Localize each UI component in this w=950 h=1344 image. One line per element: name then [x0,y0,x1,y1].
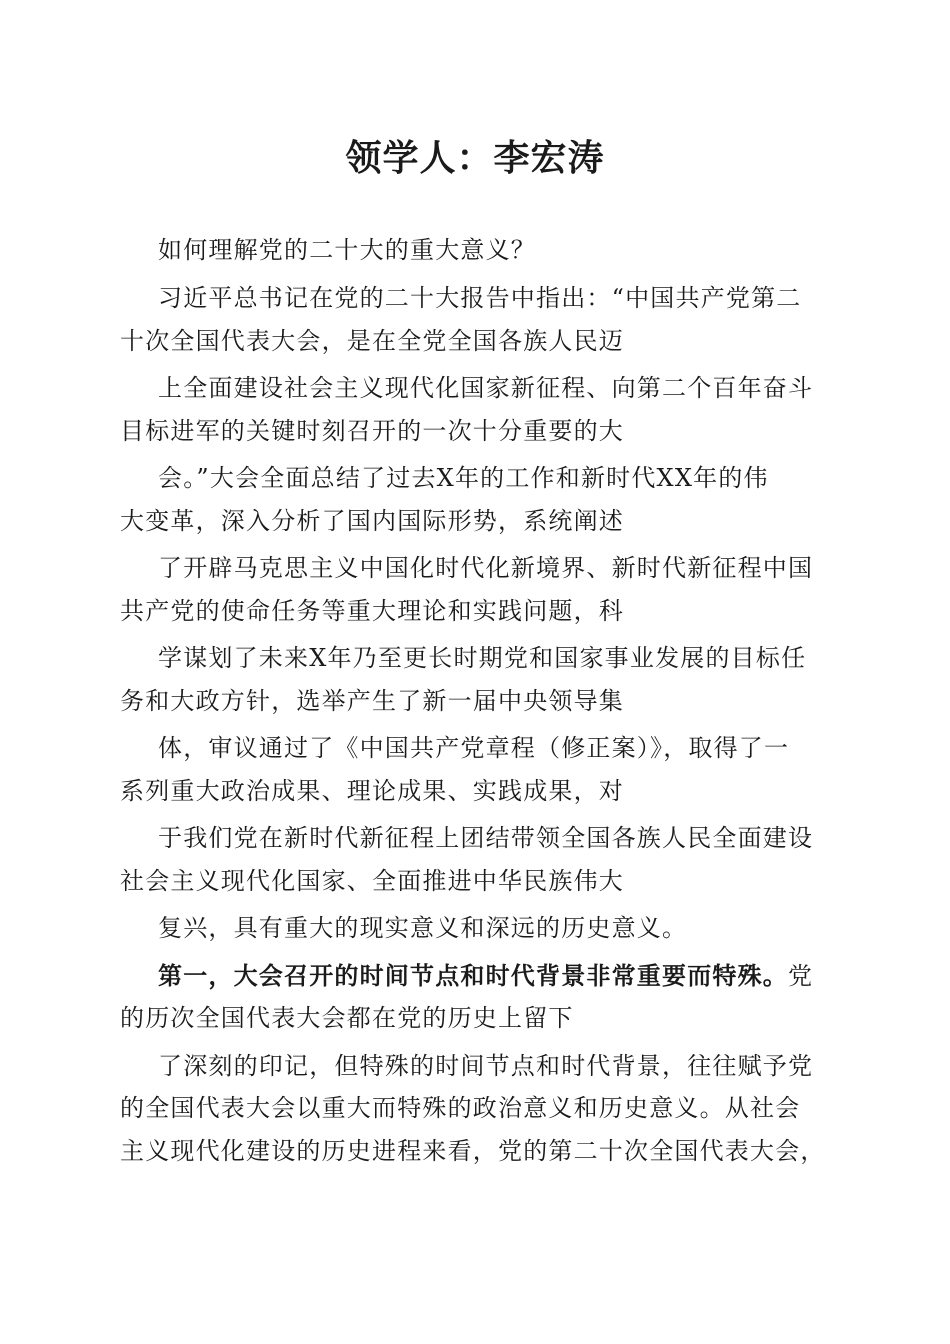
paragraph-line: 复兴，具有重大的现实意义和深远的历史意义。 [158,914,688,942]
paragraph-line: 体，审议通过了《中国共产党章程（修正案）》，取得了一 [158,734,790,762]
paragraph-line: 社会主义现代化国家、全面推进中华民族伟大 [120,867,624,895]
paragraph-line: 共产党的使命任务等重大理论和实践问题，科 [120,597,624,625]
paragraph-line: 的全国代表大会以重大而特殊的政治意义和历史意义。从社会 [120,1094,801,1122]
section-heading-tail: 党 [788,962,814,990]
paragraph-line: 会。”大会全面总结了过去X年的工作和新时代XX年的伟 [158,464,769,492]
paragraph-line: 主义现代化建设的历史进程来看，党的第二十次全国代表大会， [120,1137,826,1165]
paragraph-line: 的历次全国代表大会都在党的历史上留下 [120,1004,574,1032]
paragraph-line: 习近平总书记在党的二十大报告中指出：“中国共产党第二 [158,284,802,312]
paragraph-line: 系列重大政治成果、理论成果、实践成果，对 [120,777,624,805]
paragraph-line: 目标进军的关键时刻召开的一次十分重要的大 [120,417,624,445]
paragraph-line: 学谋划了未来X年乃至更长时期党和国家事业发展的目标任 [158,644,807,672]
paragraph-line: 了深刻的印记，但特殊的时间节点和时代背景，往往赋予党 [158,1052,814,1080]
paragraph-line [158,958,873,994]
paragraph-line: 务和大政方针，选举产生了新一届中央领导集 [120,687,624,715]
paragraph-line: 上全面建设社会主义现代化国家新征程、向第二个百年奋斗 [158,374,814,402]
paragraph-line: 如何理解党的二十大的重大意义？ [158,236,536,264]
document-title: 领学人：李宏涛 [345,137,605,179]
paragraph-line: 于我们党在新时代新征程上团结带领全国各族人民全面建设 [158,824,814,852]
paragraph-line: 了开辟马克思主义中国化时代化新境界、新时代新征程中国 [158,554,814,582]
paragraph-line: 大变革，深入分析了国内国际形势，系统阐述 [120,507,624,535]
section-heading: 第一，大会召开的时间节点和时代背景非常重要而特殊。 [158,961,788,990]
paragraph-line: 十次全国代表大会，是在全党全国各族人民迈 [120,327,624,355]
